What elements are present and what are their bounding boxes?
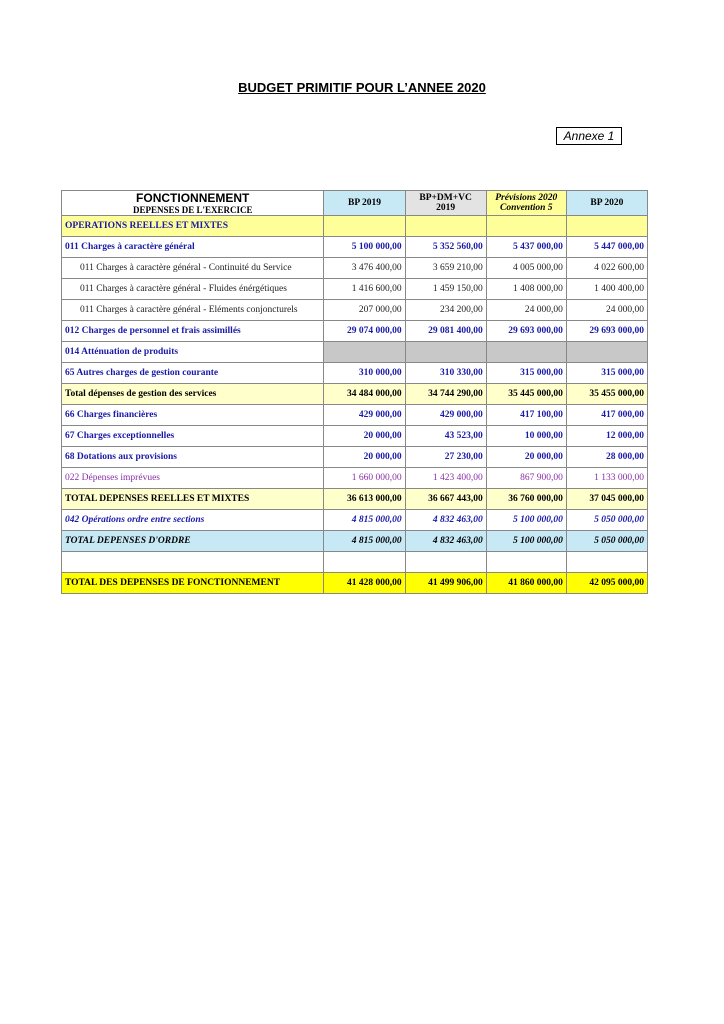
cell-bpdmvc: 234 200,00: [405, 300, 486, 321]
cell-previsions: 315 000,00: [486, 363, 566, 384]
cell-empty: [566, 342, 647, 363]
cell-bp2019: 1 660 000,00: [324, 468, 405, 489]
header-previsions: [486, 191, 566, 216]
header-fonctionnement: [62, 191, 324, 216]
cell-empty: [486, 342, 566, 363]
cell-bp2019: 20 000,00: [324, 426, 405, 447]
cell-previsions: 24 000,00: [486, 300, 566, 321]
cell-bpdmvc: 5 352 560,00: [405, 237, 486, 258]
cell-bp2020: 5 050 000,00: [566, 510, 647, 531]
cell-bp2020: 28 000,00: [566, 447, 647, 468]
cell-previsions: 20 000,00: [486, 447, 566, 468]
row-label: 67 Charges exceptionnelles: [62, 426, 324, 447]
annexe-label: Annexe 1: [556, 127, 622, 145]
cell-bp2019: 20 000,00: [324, 447, 405, 468]
header-bp2019: BP 2019: [324, 191, 405, 216]
table-row: [62, 510, 648, 531]
cell-bpdmvc: 27 230,00: [405, 447, 486, 468]
cell-empty: [405, 342, 486, 363]
table-row: [62, 426, 648, 447]
header-bpdmvc-line1: BP+DM+VC: [419, 193, 472, 203]
cell-bp2019: 1 416 600,00: [324, 279, 405, 300]
cell-bp2019: 4 815 000,00: [324, 531, 405, 552]
cell-previsions: 29 693 000,00: [486, 321, 566, 342]
row-label: 011 Charges à caractère général - Eléments conjoncturels: [62, 300, 324, 321]
cell-bp2020: 5 050 000,00: [566, 531, 647, 552]
total-row: [62, 531, 648, 552]
header-bpdmvc-line2: 2019: [436, 203, 456, 213]
cell-bpdmvc: 429 000,00: [405, 405, 486, 426]
section-label: OPERATIONS REELLES ET MIXTES: [62, 216, 324, 237]
cell-bpdmvc: 29 081 400,00: [405, 321, 486, 342]
cell-previsions: 36 760 000,00: [486, 489, 566, 510]
row-label: 012 Charges de personnel et frais assimillés: [62, 321, 324, 342]
spacer-row: [62, 552, 648, 573]
table-row: [62, 363, 648, 384]
cell-bp2020: 12 000,00: [566, 426, 647, 447]
row-label: 022 Dépenses imprévues: [62, 468, 324, 489]
cell-bp2020: 4 022 600,00: [566, 258, 647, 279]
header-main: FONCTIONNEMENT: [136, 191, 250, 205]
cell-bpdmvc: 3 659 210,00: [405, 258, 486, 279]
budget-table: [61, 190, 648, 594]
cell-previsions: 41 860 000,00: [486, 573, 566, 594]
cell-bpdmvc: 1 423 400,00: [405, 468, 486, 489]
cell-bpdmvc: 36 667 443,00: [405, 489, 486, 510]
table-row: [62, 321, 648, 342]
row-label: 011 Charges à caractère général - Fluides énérgétiques: [62, 279, 324, 300]
table-row: [62, 468, 648, 489]
cell-bp2020: 417 000,00: [566, 405, 647, 426]
cell-bp2019: 3 476 400,00: [324, 258, 405, 279]
cell-bp2020: 24 000,00: [566, 300, 647, 321]
cell-previsions: 10 000,00: [486, 426, 566, 447]
subtotal-row: [62, 384, 648, 405]
cell-previsions: 417 100,00: [486, 405, 566, 426]
row-label: 042 Opérations ordre entre sections: [62, 510, 324, 531]
table-row: [62, 258, 648, 279]
cell-bp2020: 1 400 400,00: [566, 279, 647, 300]
cell-bp2019: 41 428 000,00: [324, 573, 405, 594]
header-previsions-line1: Prévisions 2020: [495, 193, 558, 203]
cell-bpdmvc: 43 523,00: [405, 426, 486, 447]
cell-bp2020: 1 133 000,00: [566, 468, 647, 489]
cell-bp2019: 34 484 000,00: [324, 384, 405, 405]
cell-bp2019: 29 074 000,00: [324, 321, 405, 342]
total-row: [62, 489, 648, 510]
cell-bpdmvc: 4 832 463,00: [405, 531, 486, 552]
section-row: [62, 216, 648, 237]
cell-bp2020: 35 455 000,00: [566, 384, 647, 405]
cell-previsions: 1 408 000,00: [486, 279, 566, 300]
cell-bpdmvc: 34 744 290,00: [405, 384, 486, 405]
cell-bp2019: 429 000,00: [324, 405, 405, 426]
cell-bp2020: 5 447 000,00: [566, 237, 647, 258]
header-previsions-line2: Convention 5: [499, 203, 553, 213]
grand-total-row: [62, 573, 648, 594]
table-row: [62, 279, 648, 300]
table-row: [62, 405, 648, 426]
cell-previsions: 5 100 000,00: [486, 531, 566, 552]
row-label: 014 Atténuation de produits: [62, 342, 324, 363]
header-bp2020: BP 2020: [566, 191, 647, 216]
cell-bpdmvc: 4 832 463,00: [405, 510, 486, 531]
row-label: 011 Charges à caractère général: [62, 237, 324, 258]
table-row: [62, 237, 648, 258]
cell-bp2019: 36 613 000,00: [324, 489, 405, 510]
table-row: [62, 447, 648, 468]
row-label: TOTAL DES DEPENSES DE FONCTIONNEMENT: [62, 573, 324, 594]
table-row: [62, 300, 648, 321]
cell-bp2020: 42 095 000,00: [566, 573, 647, 594]
cell-bpdmvc: 310 330,00: [405, 363, 486, 384]
table-row: [62, 342, 648, 363]
cell-previsions: 4 005 000,00: [486, 258, 566, 279]
row-label: TOTAL DEPENSES D'ORDRE: [62, 531, 324, 552]
row-label: 65 Autres charges de gestion courante: [62, 363, 324, 384]
cell-bp2020: 29 693 000,00: [566, 321, 647, 342]
cell-empty: [324, 342, 405, 363]
table-header-row: [62, 191, 648, 216]
cell-bpdmvc: 1 459 150,00: [405, 279, 486, 300]
page-title: BUDGET PRIMITIF POUR L’ANNEE 2020: [238, 80, 486, 95]
row-label: 66 Charges financières: [62, 405, 324, 426]
cell-previsions: 867 900,00: [486, 468, 566, 489]
cell-previsions: 5 100 000,00: [486, 510, 566, 531]
header-bpdmvc: [405, 191, 486, 216]
cell-bpdmvc: 41 499 906,00: [405, 573, 486, 594]
row-label: 68 Dotations aux provisions: [62, 447, 324, 468]
cell-bp2019: 4 815 000,00: [324, 510, 405, 531]
cell-bp2019: 5 100 000,00: [324, 237, 405, 258]
cell-bp2020: 37 045 000,00: [566, 489, 647, 510]
row-label: Total dépenses de gestion des services: [62, 384, 324, 405]
cell-previsions: 35 445 000,00: [486, 384, 566, 405]
header-sub: DEPENSES DE L'EXERCICE: [132, 205, 253, 215]
row-label: 011 Charges à caractère général - Continuité du Service: [62, 258, 324, 279]
cell-previsions: 5 437 000,00: [486, 237, 566, 258]
cell-bp2019: 207 000,00: [324, 300, 405, 321]
row-label: TOTAL DEPENSES REELLES ET MIXTES: [62, 489, 324, 510]
cell-bp2019: 310 000,00: [324, 363, 405, 384]
cell-bp2020: 315 000,00: [566, 363, 647, 384]
